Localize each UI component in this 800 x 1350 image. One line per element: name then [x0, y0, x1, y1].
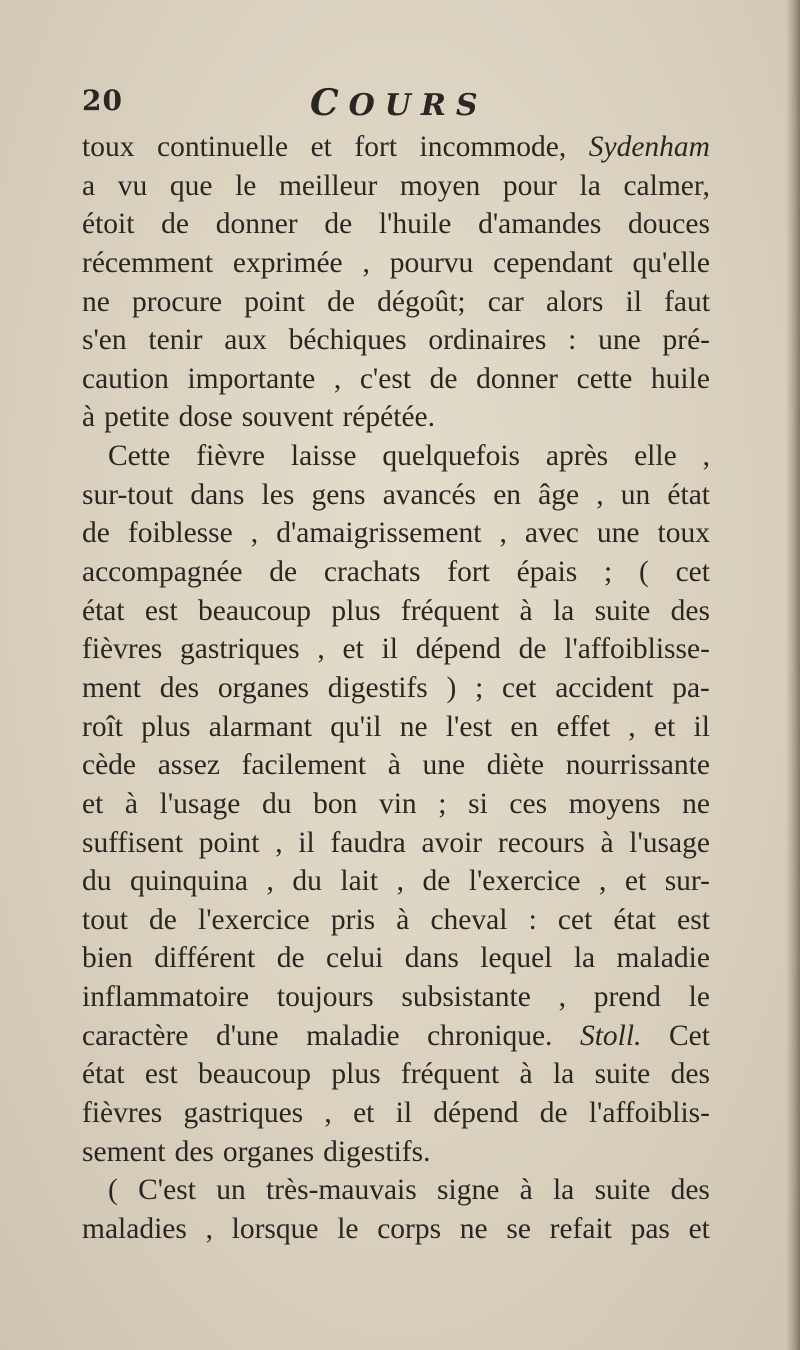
word: que — [169, 169, 213, 202]
word: effet — [556, 710, 611, 743]
word: la — [552, 594, 575, 627]
word: un — [620, 478, 651, 511]
word: alarmant — [208, 710, 312, 743]
word: ; — [438, 787, 447, 820]
word: plus — [141, 710, 191, 743]
word: état — [82, 1058, 125, 1091]
word: , — [324, 1097, 332, 1130]
word: maladie — [306, 1019, 400, 1052]
word: pas — [630, 1212, 670, 1245]
word: il — [298, 826, 315, 859]
text-line — [82, 553, 710, 592]
word: si — [468, 787, 488, 820]
word: du — [261, 787, 292, 820]
word: moyen — [399, 169, 481, 202]
word: , — [275, 826, 283, 859]
word: pourvu — [389, 246, 474, 279]
word: à — [387, 749, 401, 782]
word: et — [688, 1212, 710, 1245]
word: , — [266, 865, 274, 898]
word: le — [688, 981, 710, 1014]
word: calmer, — [623, 169, 710, 202]
word: une — [422, 749, 466, 782]
word: vin — [378, 787, 417, 820]
word: ne — [459, 1212, 488, 1245]
word: accident — [555, 671, 654, 704]
word: ; — [604, 556, 613, 589]
word: de — [269, 556, 298, 589]
word: digestifs. — [323, 1135, 431, 1168]
word: répétée. — [342, 401, 436, 434]
text-line — [82, 746, 710, 785]
word: petite — [104, 401, 170, 434]
word: le — [235, 169, 257, 202]
word: lorsque — [231, 1212, 319, 1245]
word: la — [579, 169, 601, 202]
word: récemment — [82, 246, 214, 279]
word: dépend — [433, 1097, 519, 1130]
word: suite — [594, 594, 651, 627]
word: cheval — [430, 903, 508, 936]
word: âge — [538, 478, 580, 511]
word: corps — [377, 1212, 442, 1245]
word: dose — [178, 401, 233, 434]
word: d'amandes — [478, 208, 602, 241]
word: Cette — [108, 440, 171, 473]
word: d'amaigrissement — [276, 517, 482, 550]
word: recours — [497, 826, 585, 859]
word: et — [353, 1097, 375, 1130]
word: celui — [325, 942, 384, 975]
word: fort — [354, 131, 398, 163]
word: du — [292, 865, 322, 898]
word: à — [519, 1174, 533, 1207]
word: dans — [190, 478, 245, 511]
word: organes — [217, 671, 310, 704]
word: point — [198, 826, 260, 859]
word: inflammatoire — [82, 981, 250, 1014]
word: après — [545, 440, 609, 473]
text-line — [82, 1133, 710, 1172]
word: une — [598, 324, 641, 357]
word: l'affoiblisse- — [564, 633, 710, 666]
word: avec — [524, 517, 579, 550]
word: s'en — [82, 324, 127, 357]
word: beaucoup — [198, 594, 312, 627]
word: car — [487, 285, 524, 318]
word: diète — [486, 749, 545, 782]
word: digestifs — [327, 671, 428, 704]
word: il — [693, 710, 710, 743]
word: l'usage — [629, 826, 710, 859]
word: il — [381, 633, 398, 666]
running-title — [310, 82, 488, 124]
word: l'exercice — [198, 903, 310, 936]
word: fréquent — [400, 1058, 500, 1091]
word: subsistante — [401, 981, 531, 1014]
word: bon — [313, 787, 358, 820]
text-line — [82, 1055, 710, 1094]
word: en — [510, 710, 539, 743]
word: continuelle — [156, 131, 289, 163]
word: à — [600, 826, 614, 859]
word: plus — [331, 594, 381, 627]
word: caution — [82, 362, 169, 395]
word: meilleur — [278, 169, 378, 202]
word: en — [493, 478, 522, 511]
word: accompagnée — [82, 556, 243, 589]
word: les — [261, 478, 295, 511]
word: est — [144, 1058, 178, 1091]
text-line — [82, 901, 710, 940]
word: cet — [557, 903, 593, 936]
word: chronique. — [427, 1019, 553, 1052]
word: de — [82, 517, 110, 550]
word: dépend — [415, 633, 501, 666]
title-initial: C — [310, 82, 349, 124]
text-line — [82, 708, 710, 747]
text-line — [82, 321, 710, 360]
text-line — [82, 978, 710, 1017]
word: douces — [628, 208, 710, 241]
word: importante — [187, 362, 316, 395]
word: l'usage — [159, 787, 241, 820]
word: ne — [82, 285, 110, 318]
word: : — [568, 324, 577, 357]
word: Sydenham — [588, 131, 710, 163]
word: donner — [476, 362, 559, 395]
word: la — [573, 942, 596, 975]
word: fort — [447, 556, 490, 589]
word: ( — [639, 556, 649, 589]
word: l'affoiblis- — [588, 1097, 710, 1130]
body-text — [82, 128, 710, 1249]
text-line — [82, 862, 710, 901]
word: très-mauvais — [265, 1174, 417, 1207]
text-line — [82, 1210, 710, 1249]
word: Cet — [669, 1019, 710, 1052]
word: tenir — [148, 324, 203, 357]
word: , — [250, 517, 259, 550]
word: tout — [82, 903, 128, 936]
word: gastriques — [180, 633, 300, 666]
word: la — [552, 1174, 575, 1207]
text-line — [82, 360, 710, 399]
word: de — [429, 362, 458, 395]
word: cet — [675, 556, 710, 589]
word: ne — [399, 710, 428, 743]
word: et — [653, 710, 676, 743]
word: béchiques — [288, 324, 407, 357]
word: étoit — [82, 208, 135, 241]
word: quinquina — [130, 865, 248, 898]
word: état — [613, 903, 657, 936]
word: à — [396, 903, 410, 936]
text-line — [82, 592, 710, 631]
text-line — [82, 1171, 710, 1210]
word: alors — [545, 285, 604, 318]
word: procure — [132, 285, 223, 318]
word: dans — [404, 942, 459, 975]
word: est — [144, 594, 178, 627]
word: et — [82, 787, 104, 820]
word: gens — [311, 478, 366, 511]
word: , — [702, 440, 710, 473]
word: des — [670, 594, 710, 627]
word: des — [159, 671, 200, 704]
word: point — [244, 285, 305, 318]
text-line — [82, 167, 710, 206]
word: caractère — [82, 1019, 189, 1052]
word: fièvres — [82, 1097, 163, 1130]
word: de — [422, 865, 451, 898]
word: fréquent — [400, 594, 500, 627]
page-number: 20 — [82, 84, 123, 117]
word: de — [518, 633, 547, 666]
word: , — [317, 633, 325, 666]
word: de — [324, 208, 353, 241]
word: ces — [509, 787, 548, 820]
word: de — [161, 208, 189, 241]
word: bien — [82, 942, 133, 975]
word: l'est — [445, 710, 493, 743]
text-line — [82, 669, 710, 708]
word: fièvres — [82, 633, 163, 666]
word: avancés — [382, 478, 477, 511]
word: se — [506, 1212, 531, 1245]
word: assez — [157, 749, 220, 782]
text-line — [82, 398, 710, 437]
word: toujours — [276, 981, 374, 1014]
word: à — [82, 401, 96, 434]
word: qu'elle — [632, 246, 710, 279]
word: elle — [634, 440, 677, 473]
word: différent — [154, 942, 256, 975]
word: fièvre — [196, 440, 265, 473]
word: l'exercice — [468, 865, 581, 898]
word: nourrissante — [565, 749, 710, 782]
word: ; — [475, 671, 484, 704]
text-line — [82, 128, 710, 167]
word: lait — [340, 865, 379, 898]
word: faut — [664, 285, 710, 318]
word: qu'il — [330, 710, 382, 743]
text-line — [82, 1094, 710, 1133]
word: état — [82, 594, 125, 627]
word: , — [558, 981, 566, 1014]
word: un — [216, 1174, 246, 1207]
word: ne — [682, 787, 710, 820]
text-line — [82, 437, 710, 476]
word: avoir — [421, 826, 483, 859]
word: gastriques — [183, 1097, 304, 1130]
word: des — [670, 1058, 710, 1091]
word: cependant — [493, 246, 613, 279]
word: prend — [593, 981, 661, 1014]
word: plus — [331, 1058, 381, 1091]
word: ( — [108, 1174, 118, 1207]
word: refait — [549, 1212, 612, 1245]
word: le — [337, 1212, 359, 1245]
word: de — [539, 1097, 568, 1130]
word: pour — [502, 169, 557, 202]
word: et — [624, 865, 647, 898]
word: toux — [657, 517, 710, 550]
word: sur-tout — [82, 478, 174, 511]
word: organes — [222, 1135, 315, 1168]
word: à — [124, 787, 139, 820]
text-line — [82, 476, 710, 515]
text-line — [82, 283, 710, 322]
word: toux — [82, 131, 135, 163]
word: huile — [650, 362, 710, 395]
word: des — [174, 1135, 214, 1168]
word: à — [519, 1058, 533, 1091]
word: de — [276, 942, 305, 975]
word: maladie — [616, 942, 710, 975]
text-line — [82, 630, 710, 669]
word: suffisent — [82, 826, 184, 859]
word: cet — [502, 671, 537, 704]
text-line — [82, 1017, 710, 1056]
word: C'est — [138, 1174, 196, 1207]
word: , — [333, 362, 342, 395]
page-header — [82, 82, 722, 122]
word: de — [327, 285, 355, 318]
word: ment — [82, 671, 141, 704]
word: du — [82, 865, 112, 898]
word: , — [362, 246, 370, 279]
word: d'une — [215, 1019, 279, 1052]
word: crachats — [323, 556, 421, 589]
word: incommode, — [419, 131, 567, 163]
word: et — [342, 633, 364, 666]
text-line — [82, 939, 710, 978]
word: pré- — [662, 324, 710, 357]
word: beaucoup — [198, 1058, 312, 1091]
word: est — [677, 903, 710, 936]
word: lequel — [480, 942, 553, 975]
page-edge-shadow — [786, 0, 800, 1350]
word: Stoll. — [579, 1019, 642, 1052]
word: aux — [224, 324, 267, 357]
word: il — [395, 1097, 413, 1130]
word: de — [149, 903, 177, 936]
word: il — [625, 285, 642, 318]
word: , — [628, 710, 636, 743]
word: foiblesse — [127, 517, 233, 550]
word: roît — [82, 710, 123, 743]
word: moyens — [568, 787, 661, 820]
word: a — [82, 169, 96, 202]
word: la — [552, 1058, 575, 1091]
word: , — [599, 865, 607, 898]
word: maladies — [82, 1212, 187, 1245]
word: épais — [516, 556, 578, 589]
word: pris — [330, 903, 376, 936]
word: cède — [82, 749, 137, 782]
word: faudra — [330, 826, 406, 859]
word: , — [396, 865, 404, 898]
text-line — [82, 514, 710, 553]
text-line — [82, 205, 710, 244]
text-line — [82, 244, 710, 283]
word: suite — [594, 1174, 651, 1207]
word: ) — [446, 671, 457, 704]
title-rest: OURS — [348, 88, 488, 123]
word: ordinaires — [428, 324, 547, 357]
word: l'huile — [378, 208, 452, 241]
word: quelquefois — [382, 440, 520, 473]
word: suite — [594, 1058, 651, 1091]
word: sement — [82, 1135, 166, 1168]
word: , — [205, 1212, 213, 1245]
word: laisse — [290, 440, 357, 473]
word: exprimée — [232, 246, 343, 279]
text-line — [82, 785, 710, 824]
word: , — [499, 517, 507, 550]
word: et — [310, 131, 332, 163]
word: donner — [215, 208, 298, 241]
word: facilement — [241, 749, 367, 782]
word: des — [670, 1174, 710, 1207]
word: pa- — [672, 671, 710, 704]
word: sur- — [664, 865, 710, 898]
text-line — [82, 824, 710, 863]
word: souvent — [241, 401, 334, 434]
word: à — [519, 594, 533, 627]
word: , — [596, 478, 604, 511]
word: une — [596, 517, 640, 550]
word: c'est — [359, 362, 412, 395]
word: cette — [576, 362, 633, 395]
word: vu — [117, 169, 148, 202]
word: dégoût; — [377, 285, 466, 318]
word: signe — [437, 1174, 500, 1207]
word: : — [528, 903, 537, 936]
word: état — [667, 478, 710, 511]
